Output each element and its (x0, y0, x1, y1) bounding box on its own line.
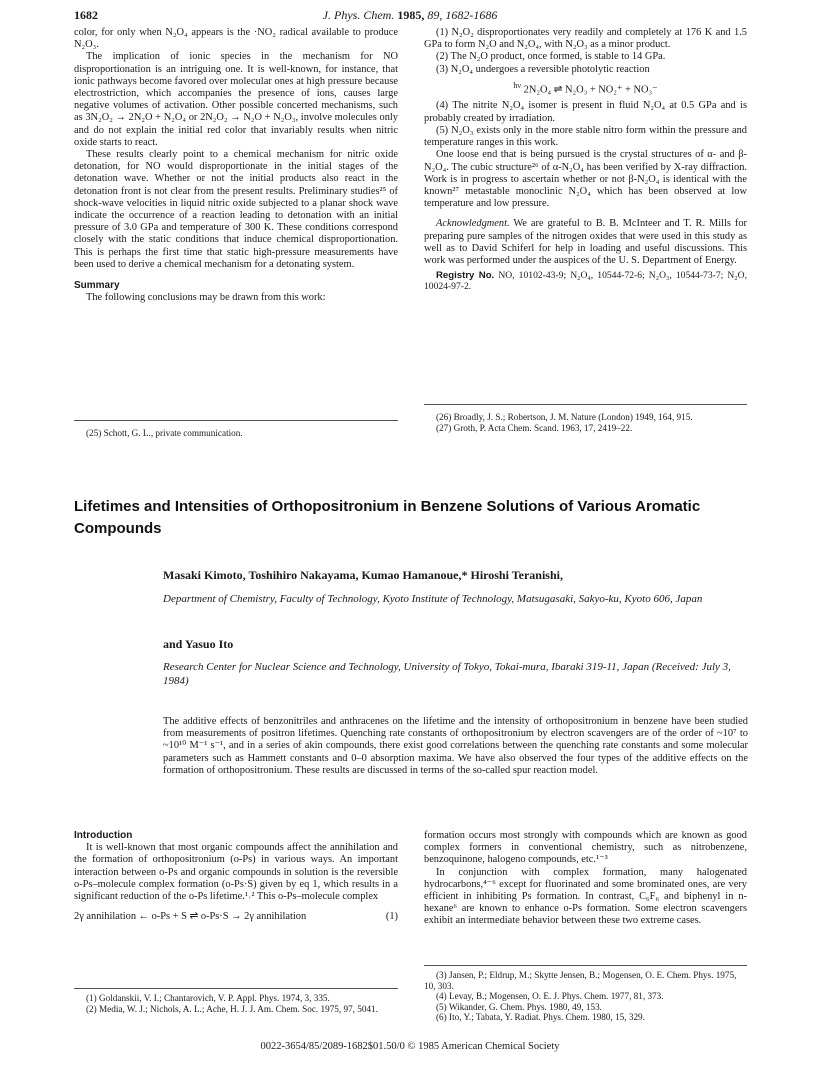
equation-1 (74, 911, 398, 923)
summary-intro: The following conclusions may be drawn from this work: (86, 292, 326, 304)
paragraph: color, for only when N₂O₄ appears is the ·NO₂ radical available to produce N₂O₃. (74, 27, 398, 51)
journal-volume: 89, (427, 8, 443, 22)
prev-footnotes-right (424, 412, 747, 433)
paragraph: The implication of ionic species in the mechanism for NO disproportionation is an intriguing one. It is well-known, for instance, that ionic pathways become favored over molecular ones at high pressure because electrostriction, which accompanies the presence of ions, causes large negative volumes of activation. Other possible concerted mechanisms, such as 3N₂O₂ → 2N₂O + N₂O₄ or 2N₂O₂ → N₂O + N₂O₃, involve molecules only and do not explain the initial red color that invariably results when nitric oxide starts to react. (74, 51, 398, 148)
footnotes-right (424, 970, 747, 1023)
conclusion-item: (3) N₂O₄ undergoes a reversible photolytic reaction (436, 63, 650, 75)
affiliation-2: Research Center for Nuclear Science and Technology, University of Tokyo, Tokai-mura, Ibaraki 319-11, Japan (Received: July 3, 1984) (163, 661, 731, 687)
copyright-footer: 0022-3654/85/2089-1682$01.50/0 © 1985 American Chemical Society (260, 1041, 560, 1052)
paragraph: It is well-known that most organic compounds affect the annihilation and the formation of orthopositronium (o-Ps) in various ways. An important interaction between o-Ps and organic compounds in solution is the reversible o-Ps–molecule complex formation (o-Ps·S) given by eq 1, which results in a significant reduction of the o-Ps lifetime.¹˒² This o-Ps–molecule complex (74, 842, 398, 903)
paragraph: In conjunction with complex formation, many halogenated hydrocarbons,⁴⁻⁶ except for fluorinated and some brominated ones, are very efficient in inhibiting Ps formation. In contrast, C₆F₆ and biphenyl in n-hexane⁶ are known to enhance o-Ps formation. Some electron scavengers exhibit an intermediate behavior between these two extreme cases. (424, 866, 747, 927)
ack-label: Acknowledgment. (436, 218, 510, 230)
footnote-rule (424, 404, 747, 405)
authors: Masaki Kimoto, Toshihiro Nakayama, Kumao Hamanoue,* Hiroshi Teranishi, (163, 568, 563, 582)
paragraph: formation occurs most strongly with compounds which are known as good complex formers in conventional chemistry, such as nitrobenzene, benzoquinone, halogeno compounds, etc.¹⁻³ (424, 830, 747, 866)
registry (424, 270, 747, 292)
authors-2: and Yasuo Ito (163, 637, 234, 651)
journal-year: 1985, (397, 8, 425, 22)
reaction-equation: 2N₂O₄ ⇌ N₂O₃ + NO₂⁺ + NO₃⁻ (523, 84, 658, 96)
introduction-heading: Introduction (74, 830, 133, 841)
prev-footnotes-left (74, 428, 398, 439)
footnote: (26) Broadly, J. S.; Robertson, J. M. Nature (London) 1949, 164, 915. (436, 412, 693, 422)
footnote-rule (424, 965, 747, 966)
equation-number: (1) (385, 911, 398, 923)
journal-header (0, 8, 820, 23)
abstract: The additive effects of benzonitriles and anthracenes on the lifetime and the intensity of orthopositronium in benzene have been studied from measurements of positron lifetimes. Quenching rate constants of orthopositronium by electron scavengers are of the order of ~10⁷ to ~10¹⁰ M⁻¹ s⁻¹, and in a series of akin compounds, there exist good correlations between the quenching rate constants and some molecular parameters such as Hammett constants and 0–0 absorption maxima. We have also observed the four types of the additive effects on the formation of orthopositronium. These results are discussed in terms of the so-called spur reaction model. (163, 716, 748, 776)
paragraph: These results clearly point to a chemical mechanism for nitric oxide detonation, for NO would disproportionate in the initial stages of the detonation wave. Whether or not the initial products also react in the detonation front is not clear from the present results. Preliminary studies²⁵ of shock-wave velocities in liquid nitric oxide subjected to a planar shock wave indicate the occurrence of a reaction leading to detonation with an initial pressure of 3.0 GPa and temperature of 300 K. These conditions correspond closely with the static conditions that induce chemical disproportionation. This is perhaps the first time that static high-pressure measurements have been used to derive a chemical mechanism for a detonating system. (74, 149, 398, 270)
article-title: Lifetimes and Intensities of Orthopositronium in Benzene Solutions of Various Aromatic Compounds (74, 498, 701, 537)
prev-article-right-column (424, 27, 747, 292)
summary-heading: Summary (74, 280, 120, 292)
photolytic-reaction (424, 80, 747, 97)
conclusion-item: (2) The N₂O product, once formed, is stable to 14 GPa. (436, 51, 666, 63)
registry-text: NO, 10102-43-9; N₂O₄, 10544-72-6; N₂O₃, 10544-73-7; N₂O, 10024-97-2. (424, 270, 747, 293)
footnote-rule (74, 988, 398, 989)
footnote: (5) Wikander, G. Chem. Phys. 1980, 49, 153. (436, 1001, 602, 1012)
footnote: (3) Jansen, P.; Eldrup, M.; Skytte Jensen, B.; Mogensen, O. E. Chem. Phys. 1975, 10, 303. (424, 970, 737, 991)
journal-name: J. Phys. Chem. (322, 8, 395, 22)
reaction-label: hν (513, 80, 522, 90)
footnote: (4) Levay, B.; Mogensen, O. E. J. Phys. Chem. 1977, 81, 373. (436, 991, 664, 1002)
ack-text: We are grateful to B. B. McInteer and T. R. Mills for preparing pure samples of the nitrogen oxides that were used in this study as well as to David Schiferl for help in loading and useful discussions. This work was performed under the auspices of the U. S. Department of Energy. (424, 218, 747, 266)
footnote: (6) Ito, Y.; Tabata, Y. Radiat. Phys. Chem. 1980, 15, 329. (436, 1012, 645, 1023)
journal-pages: 1682-1686 (445, 8, 498, 22)
intro-right-column (424, 830, 747, 928)
page-number: 1682 (74, 8, 98, 22)
footnote: (27) Groth, P. Acta Chem. Scand. 1963, 17, 2419–22. (436, 422, 633, 433)
footnote: (25) Schott, G. L., private communication. (86, 428, 243, 438)
intro-left-column (74, 830, 398, 933)
conclusion-item: (5) N₂O₃ exists only in the more stable nitro form within the pressure and temperature ranges in this work. (424, 124, 747, 149)
equation: 2γ annihilation ← o-Ps + S ⇌ o-Ps·S → 2γ annihilation (74, 911, 307, 923)
footnote-rule (74, 420, 398, 421)
acknowledgment (424, 218, 747, 267)
affiliation: Department of Chemistry, Faculty of Technology, Kyoto Institute of Technology, Matsugasaki, Sakyo-ku, Kyoto 606, Japan (163, 593, 703, 605)
registry-label: Registry No. (436, 270, 495, 282)
prev-article-left-column (74, 27, 398, 304)
footnote: (2) Media, W. J.; Nichols, A. L.; Ache, H. J. J. Am. Chem. Soc. 1975, 97, 5041. (86, 1003, 378, 1014)
footnotes-left (74, 993, 398, 1014)
paragraph: One loose end that is being pursued is the crystal structures of α- and β-N₂O₄. The cubic structure²⁶ of α-N₂O₄ has been verified by X-ray diffraction. Work is in progress to ascertain whether or not β-N₂O₄ is identical with the known²⁷ metastable monoclinic N₂O₄ which has been observed at low temperature and low pressure. (424, 149, 747, 210)
footnote: (1) Goldanskii, V. I.; Chantarovich, V. P. Appl. Phys. 1974, 3, 335. (86, 993, 330, 1003)
conclusion-item: (4) The nitrite N₂O₄ isomer is present in fluid N₂O₄ at 0.5 GPa and is probably created by irradiation. (424, 100, 747, 124)
conclusion-item: (1) N₂O₂ disproportionates very readily and completely at 176 K and 1.5 GPa to form N₂O and N₂O₄, with N₂O₃ as a minor product. (424, 27, 747, 51)
